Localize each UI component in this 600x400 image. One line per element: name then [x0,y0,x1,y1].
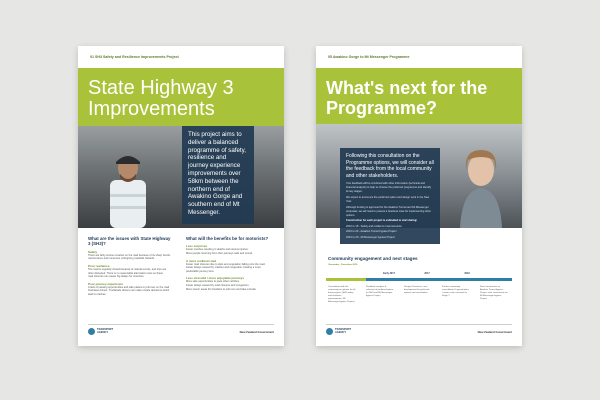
timeline-stage-text: Feedback analysis & selection of preferred option for SH3 and Mt Messenger bypass Project [366,286,394,297]
issue-title: Poor journey experience [88,281,124,286]
issue-line: The road is regularly closed because of natural events, and trips are [88,268,167,271]
document-page-right [316,46,522,346]
timeline-stage-label: 2018 [464,272,470,275]
page-title: State Highway 3 Improvements [88,77,234,120]
logo-text: TRANSPORT AGENCY [97,328,114,335]
issue-line: road closures can cause big delays for motorists. [88,275,145,279]
logo-mark-icon [326,328,333,335]
header-text: 01 SH3 Safety and Resilience Improvements Project [90,55,179,59]
benefit-line: More safe opportunities to pass other vehicles. [186,280,240,284]
timeline-dates: November - December 2016 [328,264,358,266]
benefit-line: Fewer crashes resulting in deaths and serious injuries. [186,248,249,252]
timeline-stage-text: Consultation with the community on options for all three projects (SH3 safety and resilience improvements, Mt Messenger bypass Project) [328,286,356,303]
timeline-stage-text: Start construction on Awakino Tunnel bypass Project; start construction on Mt Messenger bypass Project [480,286,508,300]
next-steps-box [340,148,440,244]
next-steps-paragraph: Although funding is approved for the Awakino Tunnel and Mt Messenger proposals, we will need to present a business case for implementing other options. [346,206,431,217]
issue-title: Poor resilience [88,264,110,268]
issue-line: frustrates drivers. Truckloads drivers can make unsafe decisions which [88,289,170,293]
transport-agency-logo [326,327,356,336]
issue-line: often disrupted. There is no reasonable alternative route so these [88,271,163,275]
issues-heading: What are the issues with State Highway 3 (SH3)? [88,236,171,247]
next-steps-quote: Following this consultation on the Programme options, we will consider all the feedback from the local community and other stakeholders. [346,153,434,179]
page-header [316,46,522,68]
timeline-stage-label: 2017 [424,272,430,275]
nz-government-label: New Zealand Government [239,330,274,334]
benefit-line: predictable journey time. [186,269,215,273]
nz-government-label: New Zealand Government [477,330,512,334]
benefits-heading: What will the benefits be for motorists? [186,236,269,241]
worker-silhouette-icon [96,150,160,228]
issue-line: A lack of passing opportunities and safe places to pull over on the road [88,285,170,289]
issue-title: Safety [88,249,98,254]
issue-line: lead to crashes. [88,292,107,296]
construction-list-item: 2016 to 18 - Safety and resilience improvements [346,224,402,228]
timeline-bar [326,278,512,281]
benefit-title: Less surprises [186,244,208,249]
timeline-segment [326,278,366,281]
hero-section [316,68,522,239]
issues-column [88,236,174,297]
construction-list-item: 2016 to 20 - Awakino Tunnel bypass Project [346,230,397,234]
construction-list-item: 2016 to 20 - Mt Messenger bypass Project [346,235,395,239]
header-text: 05 Awakino Gorge to Mt Messenger Programme [328,55,410,59]
issue-line: narrow lanes and numerous unforgiving roadside hazards. [88,257,155,261]
page-header [78,46,284,68]
logo-mark-icon [88,328,95,335]
next-steps-paragraph: Your feedback will be combined with other information (technical and financial analysis) to help us choose the preferred programme and identify its key stages. [346,182,432,193]
transport-agency-logo [88,327,118,336]
timeline-stage-text: Further community consultation & agreed plans / routes; take consents for Stage 1 [442,286,469,297]
benefits-column [186,236,272,291]
benefit-line: Fewer delays caused by road closures and congestion. [186,283,250,287]
footer-divider [88,324,274,325]
issue-line: There are fairly serious crashes on the road because of its sharp bends, [88,253,171,257]
benefit-title: A more resilient road [186,258,216,263]
document-page-left [78,46,284,346]
next-steps-paragraph: We expect to announce the preferred option and design work in the New Year. [346,196,430,203]
timeline-stage-label: Early 2017 [383,272,395,275]
hero-section [78,68,284,228]
benefit-line: More scenic areas for travellers to pull over and take a break. [186,287,257,291]
benefit-line: More people returning from their journeys safe and sound. [186,252,253,255]
benefit-title: Less stressful / more enjoyable journeys [186,276,245,281]
logo-text: TRANSPORT AGENCY [335,328,352,335]
timeline-segment [366,278,512,281]
benefit-line: Fewer delays caused by crashes and congestion creating a more [186,266,261,270]
timeline-stage-text: Design & business case development for preferred options and consultation [404,286,430,294]
footer-divider [326,324,512,325]
construction-list-title: Construction for each project is estimated to start during: [346,219,418,223]
girl-silhouette-icon [450,146,512,228]
intro-quote-box [182,126,254,224]
page-title: What's next for the Programme? [326,78,488,118]
intro-quote-text: This project aims to deliver a balanced programme of safety, resilience and journey experience improvements over 58km between the northern end of Awakino Gorge and southern end of Mt Messenger. [188,131,247,216]
benefit-line: Fewer road closures due to slips and vegetation falling onto the road. [186,262,266,266]
timeline-title: Community engagement and next stages [328,256,418,261]
